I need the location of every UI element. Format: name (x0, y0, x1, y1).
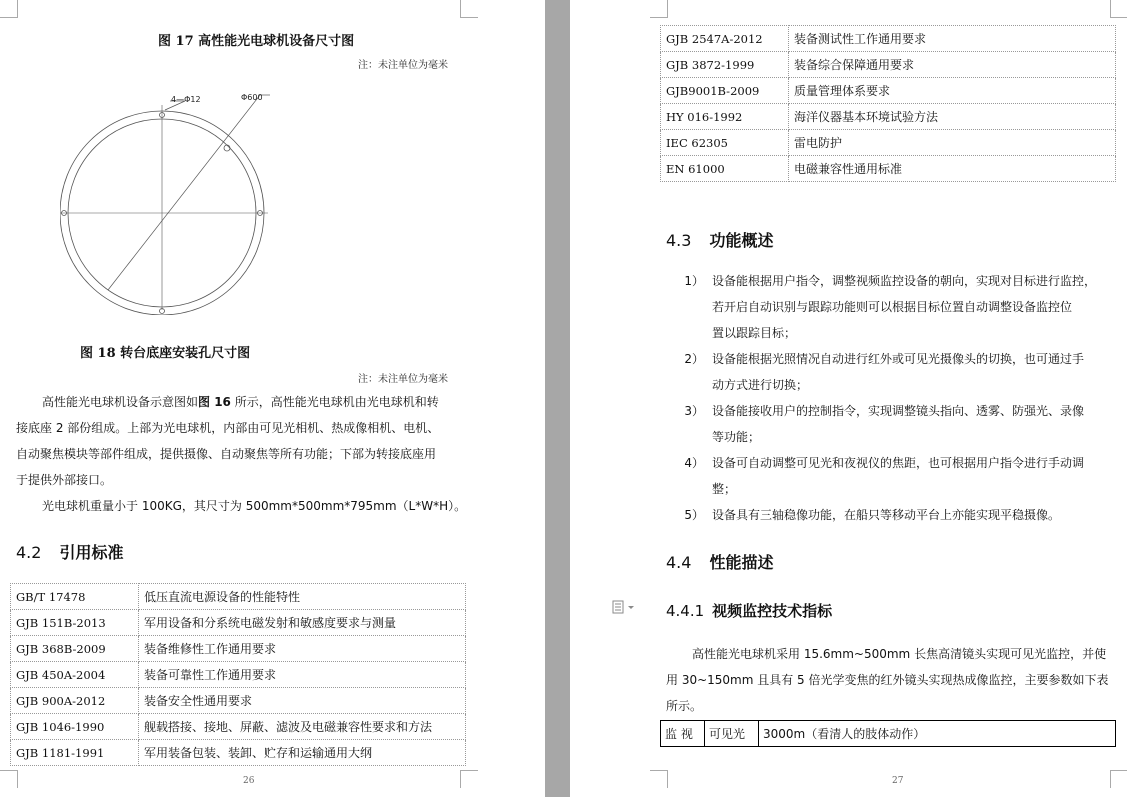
table-row (11, 688, 466, 714)
text-line: 所示。 (666, 699, 703, 713)
list-item (674, 502, 1114, 528)
list-marker: 1） (684, 274, 704, 288)
list-item (674, 268, 1114, 346)
table-row (11, 662, 466, 688)
table-row (11, 740, 466, 766)
section-heading-4-3 (666, 228, 773, 251)
list-item (674, 450, 1114, 502)
spec-value: 3000m（看清人的肢体动作） (759, 721, 1116, 747)
document-page-right (570, 0, 1127, 797)
text-line: 于提供外部接口。 (16, 473, 113, 487)
standard-name: 质量管理体系要求 (789, 78, 1116, 104)
standard-code: GJB 2547A-2012 (661, 26, 789, 52)
section-number: 4.3 (666, 231, 692, 250)
standard-name: 装备测试性工作通用要求 (789, 26, 1116, 52)
section-title: 视频监控技术指标 (712, 602, 833, 620)
table-row (661, 78, 1116, 104)
text-run: 所示，高性能光电球机由光电球机和转 (230, 395, 439, 409)
list-marker: 3） (684, 404, 704, 418)
table-row (661, 52, 1116, 78)
list-item-line: 整； (712, 482, 737, 496)
list-item-line: 设备能根据用户指令，调整视频监控设备的朝向，实现对目标进行监控， (712, 274, 1097, 288)
table-row (661, 104, 1116, 130)
section-heading-4-4-1 (666, 600, 832, 621)
standard-code: GJB 3872-1999 (661, 52, 789, 78)
list-item-line: 设备可自动调整可见光和夜视仪的焦距，也可根据用户指令进行手动调 (712, 456, 1085, 470)
standard-name: 装备综合保障通用要求 (789, 52, 1116, 78)
standard-name: 电磁兼容性通用标准 (789, 156, 1116, 182)
table-row (661, 130, 1116, 156)
section-heading-4-2 (16, 540, 123, 563)
standard-code: GJB 1046-1990 (11, 714, 139, 740)
crop-mark (460, 0, 478, 18)
table-row (11, 584, 466, 610)
hole-label: 4—Φ12 (171, 95, 201, 104)
section-number: 4.2 (16, 543, 42, 562)
base-mounting-drawing (60, 85, 280, 315)
video-spec-paragraph (666, 641, 1116, 719)
crop-mark (1110, 0, 1127, 18)
list-marker: 5） (684, 508, 704, 522)
list-item-line: 设备能根据光照情况自动进行红外或可见光摄像头的切换，也可通过手 (712, 352, 1085, 366)
table-row (661, 721, 1116, 747)
document-page-left (0, 0, 545, 797)
list-item (674, 398, 1114, 450)
spec-category: 监 视 (661, 721, 705, 747)
paragraph-options-icon[interactable] (612, 600, 636, 614)
standards-table-right (660, 25, 1116, 182)
standard-code: GJB 450A-2004 (11, 662, 139, 688)
figure-reference: 图 16 (198, 395, 231, 409)
weight-paragraph: 光电球机重量小于 100KG，其尺寸为 500mm*500mm*795mm（L*W*H）。 (42, 499, 467, 513)
list-marker: 2） (684, 352, 704, 366)
crop-mark (0, 770, 18, 788)
section-title: 性能描述 (709, 553, 774, 572)
standard-code: GJB 1181-1991 (11, 740, 139, 766)
diameter-label: Φ600 (241, 93, 263, 102)
crop-mark (0, 0, 18, 18)
crop-mark (650, 0, 668, 18)
list-item (674, 346, 1114, 398)
standard-code: GJB9001B-2009 (661, 78, 789, 104)
table-row (11, 714, 466, 740)
spec-table (660, 720, 1116, 747)
spec-type: 可见光 (705, 721, 759, 747)
section-number: 4.4.1 (666, 602, 705, 620)
list-item-line: 等功能； (712, 430, 761, 444)
crop-mark (460, 770, 478, 788)
standard-name: 军用装备包装、装卸、贮存和运输通用大纲 (139, 740, 466, 766)
list-item-line: 设备能接收用户的控制指令，实现调整镜头指向、透雾、防强光、录像 (712, 404, 1085, 418)
page-number: 27 (892, 776, 904, 786)
standard-name: 军用设备和分系统电磁发射和敏感度要求与测量 (139, 610, 466, 636)
standard-name: 装备可靠性工作通用要求 (139, 662, 466, 688)
standard-name: 低压直流电源设备的性能特性 (139, 584, 466, 610)
description-paragraph (16, 389, 476, 519)
text-line: 接底座 2 部份组成。上部为光电球机，内部由可见光相机、热成像相机、电机、 (16, 421, 440, 435)
list-item-line: 设备具有三轴稳像功能，在船只等移动平台上亦能实现平稳摄像。 (712, 508, 1061, 522)
text-line: 自动聚焦模块等部件组成，提供摄像、自动聚焦等所有功能；下部为转接底座用 (16, 447, 437, 461)
standard-code: GJB 151B-2013 (11, 610, 139, 636)
table-row (11, 610, 466, 636)
standard-name: 装备维修性工作通用要求 (139, 636, 466, 662)
list-item-line: 动方式进行切换； (712, 378, 809, 392)
list-item-line: 若开启自动识别与跟踪功能则可以根据目标位置自动调整设备监控位 (712, 300, 1073, 314)
standard-code: GJB 368B-2009 (11, 636, 139, 662)
figure18-title: 图 18 转台底座安装孔尺寸图 (80, 346, 251, 361)
figure17-note: 注：未注单位为毫米 (358, 60, 448, 71)
text-line: 用 30~150mm 且具有 5 倍光学变焦的红外镜头实现热成像监控，主要参数如下表 (666, 673, 1109, 687)
standard-name: 雷电防护 (789, 130, 1116, 156)
section-heading-4-4 (666, 550, 773, 573)
text-run: 高性能光电球机设备示意图如 (42, 395, 199, 409)
standard-code: IEC 62305 (661, 130, 789, 156)
section-title: 引用标准 (59, 543, 124, 562)
standard-name: 舰载搭接、接地、屏蔽、滤波及电磁兼容性要求和方法 (139, 714, 466, 740)
standard-code: GB/T 17478 (11, 584, 139, 610)
list-marker: 4） (684, 456, 704, 470)
standard-code: HY 016-1992 (661, 104, 789, 130)
figure17-title: 图 17 高性能光电球机设备尺寸图 (158, 34, 355, 49)
crop-mark (650, 770, 668, 788)
standard-name: 装备安全性通用要求 (139, 688, 466, 714)
table-row (661, 26, 1116, 52)
standard-name: 海洋仪器基本环境试验方法 (789, 104, 1116, 130)
standards-table-left (10, 583, 466, 766)
table-row (11, 636, 466, 662)
list-item-line: 置以跟踪目标； (712, 326, 797, 340)
section-number: 4.4 (666, 553, 692, 572)
section-title: 功能概述 (709, 231, 774, 250)
table-row (661, 156, 1116, 182)
function-list (674, 268, 1114, 528)
standard-code: GJB 900A-2012 (11, 688, 139, 714)
figure18-note: 注：未注单位为毫米 (358, 374, 448, 385)
text-line: 高性能光电球机采用 15.6mm~500mm 长焦高清镜头实现可见光监控，并使 (692, 647, 1107, 661)
page-number: 26 (243, 776, 255, 786)
standard-code: EN 61000 (661, 156, 789, 182)
crop-mark (1110, 770, 1127, 788)
